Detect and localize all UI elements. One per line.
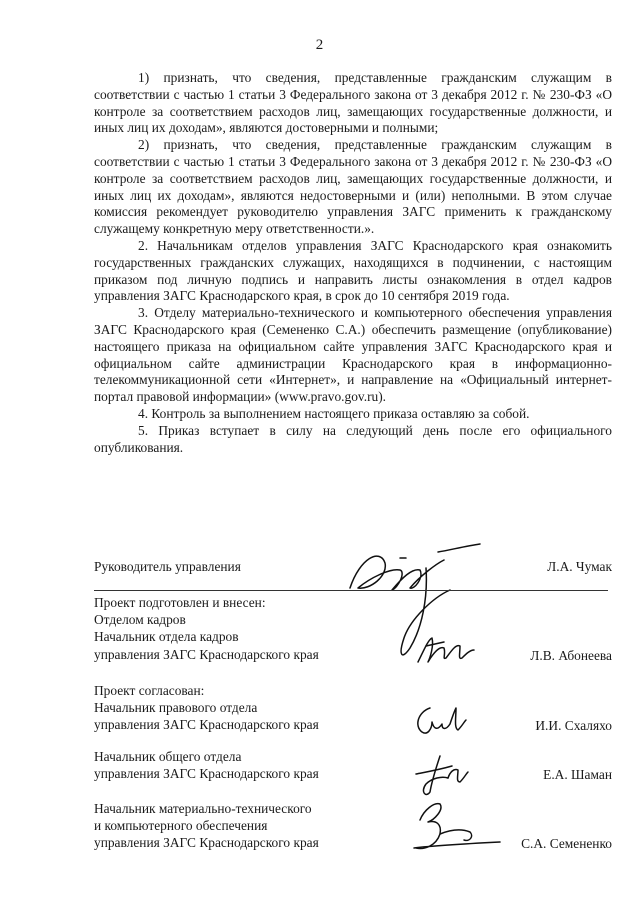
head-name: Л.А. Чумак bbox=[547, 559, 612, 574]
prepared-dept: Отделом кадров bbox=[94, 612, 186, 628]
general-dept-position-1: Начальник общего отдела bbox=[94, 749, 242, 764]
prepared-heading: Проект подготовлен и внесен: bbox=[94, 595, 266, 610]
document-body bbox=[94, 70, 612, 456]
it-dept-name: С.А. Семененко bbox=[521, 835, 612, 851]
prepared-signature-icon bbox=[412, 630, 482, 670]
divider-line bbox=[94, 590, 608, 591]
agreed-position-1: Начальник правового отдела bbox=[94, 700, 258, 716]
head-title: Руководитель управления bbox=[94, 559, 241, 574]
prepared-block bbox=[94, 594, 612, 664]
paragraph-2: 2. Начальникам отделов управления ЗАГС Краснодарского края ознакомить государственных гражданских служащих, находящихся в подчинении, с настоящим приказом под личную подпись и направить листы ознакомления в отдел кадров управления ЗАГС Краснодарского края, в срок до 10 сентября 2019 года. bbox=[94, 237, 612, 304]
agreed-block bbox=[94, 682, 612, 734]
it-dept-signature-icon bbox=[400, 790, 510, 860]
agreed-name: И.И. Схаляхо bbox=[535, 717, 612, 733]
page-number: 2 bbox=[315, 37, 324, 53]
paragraph-3: 3. Отделу материально-технического и компьютерного обеспечения управления ЗАГС Краснодарского края (Семененко С.А.) обеспечить размещение (опубликование) настоящего приказа на официальном сайте управления ЗАГС Краснодарского края и официальном сайте администрации Краснодарского края в информационно-телекоммуникационной сети «Интернет», и направление на «Официальный интернет-портал правовой информации» (www.pravo.gov.ru). bbox=[94, 305, 612, 405]
paragraph-5: 5. Приказ вступает в силу на следующий день после его официального опубликования. bbox=[94, 422, 612, 455]
paragraph-1-item-1: 1) признать, что сведения, представленные гражданским служащим в соответствии с частью 1 статьи 3 Федерального закона от 3 декабря 2012 г. № 230-ФЗ «О контроле за соответствием расходов лиц, замещающих государственные должности, и иных лиц их доходам», являются достоверными и полными; bbox=[94, 70, 612, 136]
general-dept-name: Е.А. Шаман bbox=[543, 766, 612, 782]
it-dept-position-1: Начальник материально-технического bbox=[94, 801, 312, 816]
prepared-name: Л.В. Абонеева bbox=[530, 647, 612, 663]
agreed-heading: Проект согласован: bbox=[94, 683, 205, 698]
prepared-position-2: управления ЗАГС Краснодарского края bbox=[94, 646, 319, 662]
paragraph-4: 4. Контроль за выполнением настоящего приказа оставляю за собой. bbox=[138, 405, 530, 421]
paragraph-1-item-2: 2) признать, что сведения, представленные гражданским служащим в соответствии с частью 1 статьи 3 Федерального закона от 3 декабря 2012 г. № 230-ФЗ «О контроле за соответствием расходов лиц, замещающих государственные должности, и иных лиц их доходам», являются недостоверными и (или) неполными. В этом случае комиссия рекомендует руководителю управления ЗАГС применить к гражданскому служащему конкретную меру ответственности.». bbox=[94, 137, 612, 237]
general-dept-block bbox=[94, 748, 612, 783]
agreed-signature-icon bbox=[410, 700, 470, 740]
it-dept-position-3: управления ЗАГС Краснодарского края bbox=[94, 835, 319, 851]
general-dept-position-2: управления ЗАГС Краснодарского края bbox=[94, 766, 319, 782]
it-dept-position-2: и компьютерного обеспечения bbox=[94, 818, 268, 834]
it-dept-block bbox=[94, 800, 612, 852]
prepared-position-1: Начальник отдела кадров bbox=[94, 629, 239, 645]
agreed-position-2: управления ЗАГС Краснодарского края bbox=[94, 717, 319, 733]
